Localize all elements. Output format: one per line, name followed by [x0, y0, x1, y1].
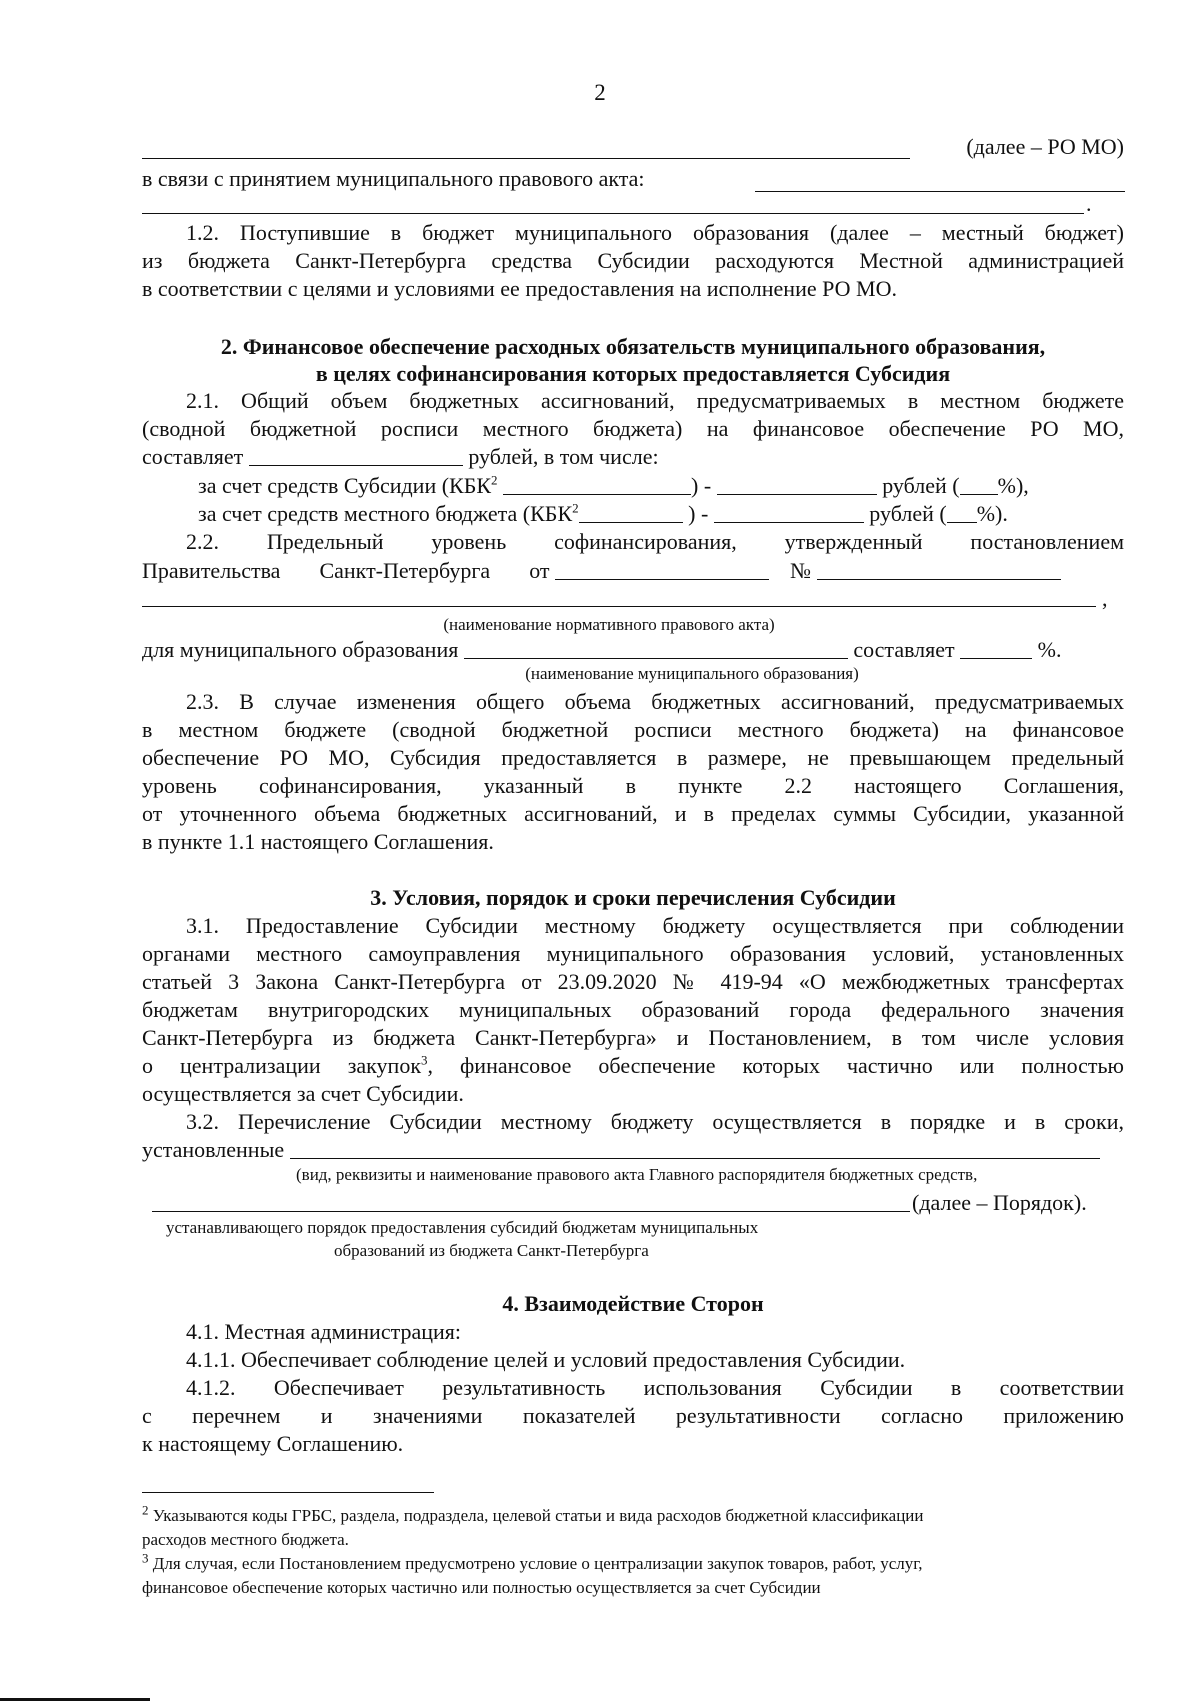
label-number-sign: №: [790, 558, 812, 583]
blank-field: [947, 502, 977, 523]
paragraph-2-1-line-2: (сводной бюджетной росписи местного бюджета) на финансовое обеспечение РО МО,: [142, 416, 1124, 441]
paragraph-3-1-line-2: органами местного самоуправления муниципального образования условий, установленных: [142, 941, 1124, 966]
footnote-2-line-2: расходов местного бюджета.: [142, 1530, 349, 1549]
footnote-number: 3: [142, 1550, 149, 1566]
label-sostavlyaet: составляет: [142, 444, 244, 469]
caption-ust-line-1: устанавливающего порядок предоставления субсидий бюджетам муниципальных: [166, 1218, 759, 1237]
label-sostavlyaet: составляет: [853, 637, 955, 662]
paragraph-1-2-line-2: из бюджета Санкт-Петербурга средства Субсидии расходуются Местной администрацией: [142, 248, 1124, 273]
blank-field: [960, 474, 998, 495]
blank-line: [755, 191, 1125, 192]
footnote-text: Для случая, если Постановлением предусмотрено условие о централизации закупок товаров, работ, услуг,: [148, 1554, 923, 1573]
paragraph-3-1-line-4: бюджетам внутригородских муниципальных образований города федерального значения: [142, 997, 1124, 1022]
paragraph-2-3-line-6: в пункте 1.1 настоящего Соглашения.: [142, 829, 494, 854]
section-2-title-line-2: в целях софинансирования которых предоставляется Субсидия: [315, 361, 951, 386]
label-rublei: рублей (: [882, 473, 960, 498]
paragraph-2-1-line-1: 2.1. Общий объем бюджетных ассигнований, предусматриваемых в местном бюджете: [186, 388, 1124, 413]
caption-npa: (наименование нормативного правового акта): [443, 615, 775, 634]
label-dash: ) -: [691, 473, 712, 498]
label-local-kbk: за счет средств местного бюджета (КБК: [198, 501, 573, 526]
caption-vid: (вид, реквизиты и наименование правового акта Главного распорядителя бюджетных средств,: [296, 1165, 978, 1184]
paragraph-2-2-line-1: 2.2. Предельный уровень софинансирования, утвержденный постановлением: [186, 529, 1124, 554]
paragraph-2-3-line-1: 2.3. В случае изменения общего объема бюджетных ассигнований, предусматриваемых: [186, 689, 1124, 714]
label-dlya-mo: для муниципального образования: [142, 637, 459, 662]
caption-mo: (наименование муниципального образования): [525, 664, 859, 683]
label-rublei: рублей, в том числе:: [468, 444, 659, 469]
section-3-title: 3. Условия, порядок и сроки перечисления Субсидии: [370, 885, 896, 910]
paragraph-4-1: 4.1. Местная администрация:: [186, 1319, 462, 1344]
paragraph-2-3-line-3: обеспечение РО МО, Субсидия предоставляется в размере, не превышающем предельный: [142, 745, 1124, 770]
paragraph-3-1-line-1: 3.1. Предоставление Субсидии местному бюджету осуществляется при соблюдении: [186, 913, 1124, 938]
footnote-number: 2: [142, 1502, 149, 1518]
paragraph-4-1-2-line-2: с перечнем и значениями показателей результативности согласно приложению: [142, 1403, 1124, 1428]
text-finance: , финансовое обеспечение которых частично или полностью: [427, 1053, 1124, 1078]
footnote-3-line-1: [142, 1552, 1124, 1576]
footnote-2-line-1: [142, 1504, 1124, 1528]
paragraph-2-2-line-2: [142, 557, 1124, 585]
v-svyazi-text: в связи с принятием муниципального правового акта:: [142, 166, 645, 191]
dlya-mo-line: [142, 636, 1124, 664]
caption-ust-line-2: образований из бюджета Санкт-Петербурга: [334, 1241, 649, 1260]
footnote-ref: 3: [421, 1052, 428, 1068]
label-dash: ) -: [688, 501, 709, 526]
paragraph-2-1-line-3: [142, 443, 1124, 471]
blank-line: [142, 158, 910, 159]
scan-edge-mark: [0, 1698, 150, 1701]
blank-field: [555, 559, 769, 580]
blank-line: [152, 1211, 910, 1212]
footnote-separator: [142, 1492, 434, 1493]
section-2-title-line-1: 2. Финансовое обеспечение расходных обязательств муниципального образования,: [220, 334, 1046, 359]
footnote-ref: 2: [491, 472, 498, 488]
footnote-text: Указываются коды ГРБС, раздела, подраздела, целевой статьи и вида расходов бюджетной классификации: [148, 1506, 924, 1525]
footnote-ref: 2: [572, 500, 579, 516]
local-budget-funds-line: [198, 500, 1124, 528]
label-ustanovlennye: установленные: [142, 1137, 285, 1162]
dalee-poryadok: (далее – Порядок).: [912, 1190, 1087, 1215]
paragraph-3-2-line-1: 3.2. Перечисление Субсидии местному бюджету осуществляется в порядке и в сроки,: [186, 1109, 1124, 1134]
subsidy-funds-line: [198, 472, 1124, 500]
paragraph-1-2-line-3: в соответствии с целями и условиями ее предоставления на исполнение РО МО.: [142, 276, 897, 301]
paragraph-2-3-line-2: в местном бюджете (сводной бюджетной росписи местного бюджета) на финансовое: [142, 717, 1124, 742]
blank-field: [503, 474, 691, 495]
label-percent: %).: [976, 501, 1008, 526]
paragraph-3-1-line-3: статьей 3 Закона Санкт-Петербурга от 23.09.2020 № 419-94 «О межбюджетных трансфертах: [142, 969, 1124, 994]
blank-field: [960, 638, 1032, 659]
period: .: [1086, 191, 1092, 216]
blank-field: [464, 638, 848, 659]
text-centralization: о централизации закупок: [142, 1053, 422, 1078]
paragraph-3-1-line-7: осуществляется за счет Субсидии.: [142, 1081, 464, 1106]
paragraph-3-1-line-5: Санкт-Петербурга из бюджета Санкт-Петербурга» и Постановлением, в том числе условия: [142, 1025, 1124, 1050]
blank-field: [579, 502, 683, 523]
blank-line: [142, 213, 1084, 214]
blank-field: [817, 559, 1061, 580]
dalee-ro-mo: (далее – РО МО): [966, 134, 1124, 159]
blank-field: [714, 502, 864, 523]
blank-field: [249, 445, 463, 466]
label-spb: Санкт-Петербурга: [319, 558, 491, 583]
footnote-3-line-2: финансовое обеспечение которых частично или полностью осуществляется за счет Субсидии: [142, 1578, 821, 1597]
label-pravitelstva: Правительства: [142, 558, 281, 583]
blank-field: [717, 474, 877, 495]
label-ot: от: [529, 558, 550, 583]
label-percent: %),: [997, 473, 1029, 498]
paragraph-4-1-2-line-1: 4.1.2. Обеспечивает результативность использования Субсидии в соответствии: [186, 1375, 1124, 1400]
paragraph-2-3-line-4: уровень софинансирования, указанный в пункте 2.2 настоящего Соглашения,: [142, 773, 1124, 798]
comma: ,: [1102, 586, 1108, 611]
paragraph-1-2-line-1: 1.2. Поступившие в бюджет муниципального образования (далее – местный бюджет): [186, 220, 1124, 245]
blank-line: [142, 606, 1096, 607]
paragraph-4-1-1: 4.1.1. Обеспечивает соблюдение целей и условий предоставления Субсидии.: [186, 1347, 906, 1372]
paragraph-2-3-line-5: от уточненного объема бюджетных ассигнований, и в пределах суммы Субсидии, указанной: [142, 801, 1124, 826]
paragraph-3-2-line-2: [142, 1136, 1124, 1164]
section-4-title: 4. Взаимодействие Сторон: [502, 1291, 764, 1316]
paragraph-3-1-line-6: [142, 1052, 1124, 1080]
blank-field: [290, 1138, 1100, 1159]
label-percent: %.: [1037, 637, 1062, 662]
label-subsidy-kbk: за счет средств Субсидии (КБК: [198, 473, 492, 498]
paragraph-4-1-2-line-3: к настоящему Соглашению.: [142, 1431, 404, 1456]
label-rublei: рублей (: [869, 501, 947, 526]
page-number: 2: [594, 80, 606, 105]
